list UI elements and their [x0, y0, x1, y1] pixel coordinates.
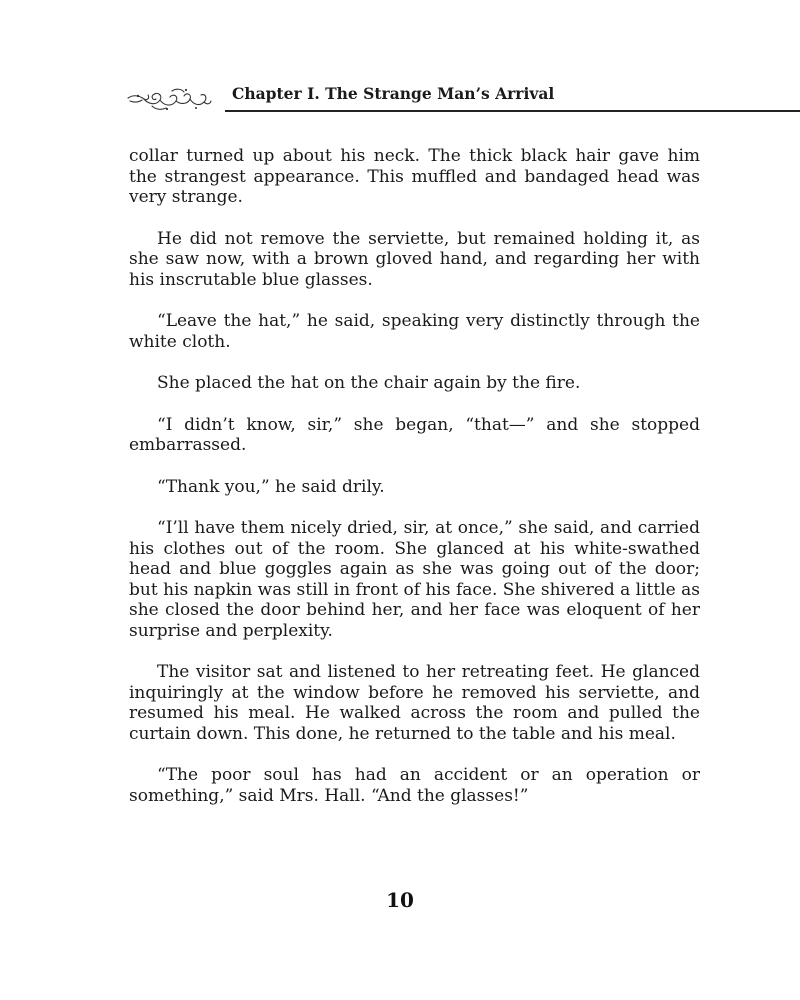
paragraph: He did not remove the serviette, but remained holding it, as she saw now, with a brown gloved hand, and regarding her with his inscrutable blue glasses. [129, 228, 700, 290]
flourish-ornament-icon [126, 84, 212, 114]
paragraph: “The poor soul has had an accident or an operation or something,” said Mrs. Hall. “And the glasses!” [129, 765, 700, 807]
paragraph: “I didn’t know, sir,” she began, “that—” and she stopped embarrassed. [129, 414, 700, 456]
paragraph: The visitor sat and listened to her retreating feet. He glanced inquiringly at the window before he removed his serviette, and resumed his meal. He walked across the room and pulled the curtain down. This done, he returned to the table and his meal. [129, 662, 700, 745]
page-number: 10 [386, 888, 414, 912]
paragraph: “Thank you,” he said drily. [157, 476, 385, 497]
header-rule [225, 110, 800, 112]
page-header [0, 0, 800, 120]
paragraph: “Leave the hat,” he said, speaking very distinctly through the white cloth. [129, 311, 700, 352]
paragraph: collar turned up about his neck. The thick black hair gave him the strangest appearance. This muffled and bandaged head was very strange. [129, 146, 700, 208]
chapter-title: Chapter I. The Strange Man’s Arrival [232, 84, 555, 103]
paragraph: “I’ll have them nicely dried, sir, at once,” she said, and carried his clothes out of the room. She glanced at his white-swathed head and blue goggles again as she was going out of the door; but his napkin was still in front of his face. She shivered a little as she closed the door behind her, and her face was eloquent of her surprise and perplexity. [129, 517, 700, 641]
body-text [129, 146, 700, 827]
paragraph: She placed the hat on the chair again by the fire. [157, 373, 581, 394]
